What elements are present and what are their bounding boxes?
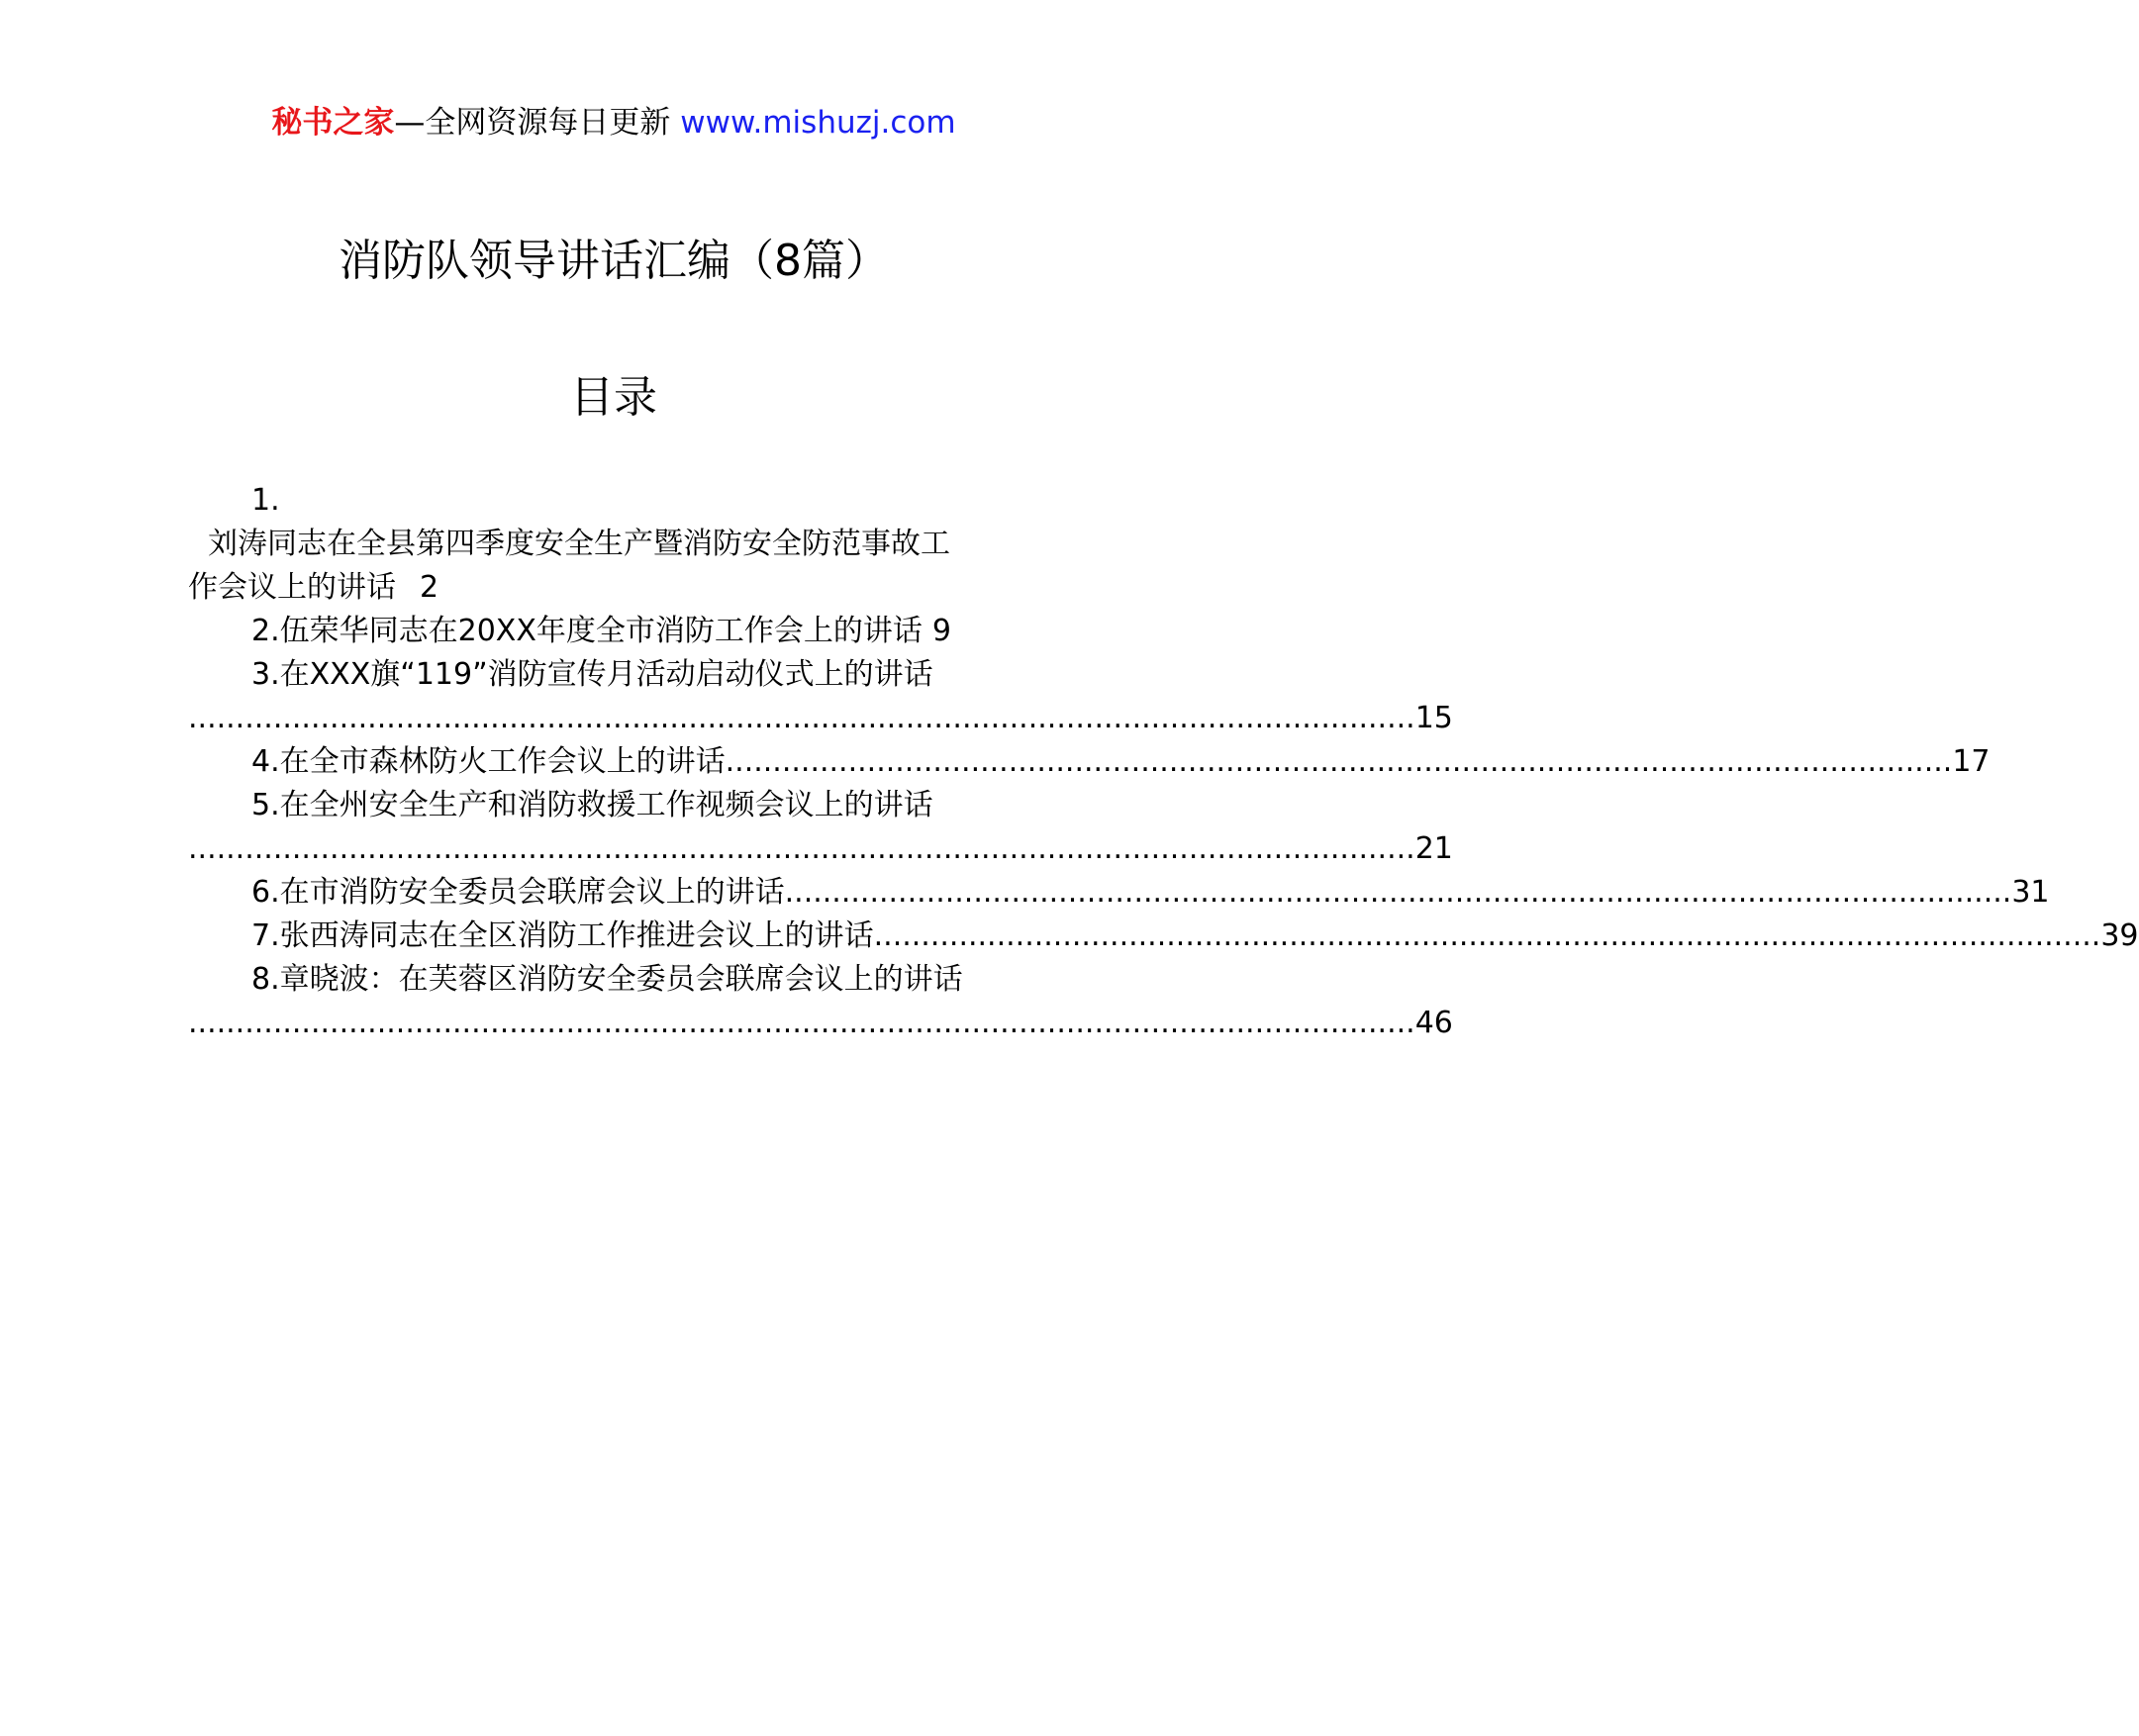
toc-entry-6-page: 31 <box>2011 875 2050 910</box>
brand-name: 秘书之家 <box>271 105 395 141</box>
dot-leader: .................................................................................................................................. <box>725 744 1953 779</box>
toc-entry-6-title: 6.在市消防安全委员会联席会议上的讲话 <box>251 875 785 910</box>
toc-entry-5-page: 21 <box>1414 831 1453 866</box>
dot-leader: .................................................................................................................................. <box>188 701 1415 735</box>
dot-leader: .................................................................................................................................. <box>873 918 2101 953</box>
site-url-link[interactable]: www.mishuzj.com <box>680 105 956 141</box>
toc-entry-1-title-line2: 作会议上的讲话 <box>188 570 396 605</box>
toc-entry-1-title-line1[interactable]: 刘涛同志在全县第四季度安全生产暨消防安全防范事故工 <box>208 527 950 561</box>
toc-entry-7-page: 39 <box>2100 918 2139 953</box>
site-header <box>0 103 1227 143</box>
toc-entry-1-page: 2 <box>420 570 439 605</box>
toc-entry-2-title: 2.伍荣华同志在20XX年度全市消防工作会上的讲话 <box>251 614 923 648</box>
dot-leader: .................................................................................................................................. <box>784 875 2012 910</box>
toc-entry-3[interactable] <box>188 697 1453 740</box>
dot-leader: .................................................................................................................................. <box>188 831 1415 866</box>
toc-entry-5[interactable] <box>188 827 1453 871</box>
toc-entry-3-page: 15 <box>1414 701 1453 735</box>
toc-entry-1-number[interactable]: 1. <box>251 483 280 518</box>
toc-entry-4-page: 17 <box>1952 744 1991 779</box>
toc-entry-3-title[interactable]: 3.在XXX旗“119”消防宣传月活动启动仪式上的讲话 <box>251 657 933 692</box>
document-title: 消防队领导讲话汇编（8篇） <box>339 236 889 286</box>
toc-entry-2-page: 9 <box>931 614 951 648</box>
toc-entry-8[interactable] <box>188 1002 1453 1045</box>
toc-entry-7-title: 7.张西涛同志在全区消防工作推进会议上的讲话 <box>251 918 874 953</box>
toc-entry-5-title[interactable]: 5.在全州安全生产和消防救援工作视频会议上的讲话 <box>251 788 933 822</box>
toc-heading: 目录 <box>570 372 657 423</box>
header-tagline: —全网资源每日更新 <box>394 105 671 141</box>
toc-entry-8-page: 46 <box>1414 1006 1453 1040</box>
toc-entry-4[interactable] <box>188 740 1991 784</box>
toc-entry-4-title: 4.在全市森林防火工作会议上的讲话 <box>251 744 726 779</box>
table-of-contents <box>188 479 2139 1045</box>
toc-entry-1[interactable] <box>188 566 1047 610</box>
toc-entry-7[interactable] <box>188 915 2139 958</box>
toc-entry-8-title[interactable]: 8.章晓波：在芙蓉区消防安全委员会联席会议上的讲话 <box>251 962 963 997</box>
toc-entry-2[interactable] <box>188 610 1047 653</box>
dot-leader: .................................................................................................................................. <box>188 1006 1415 1040</box>
toc-entry-6[interactable] <box>188 871 2050 915</box>
